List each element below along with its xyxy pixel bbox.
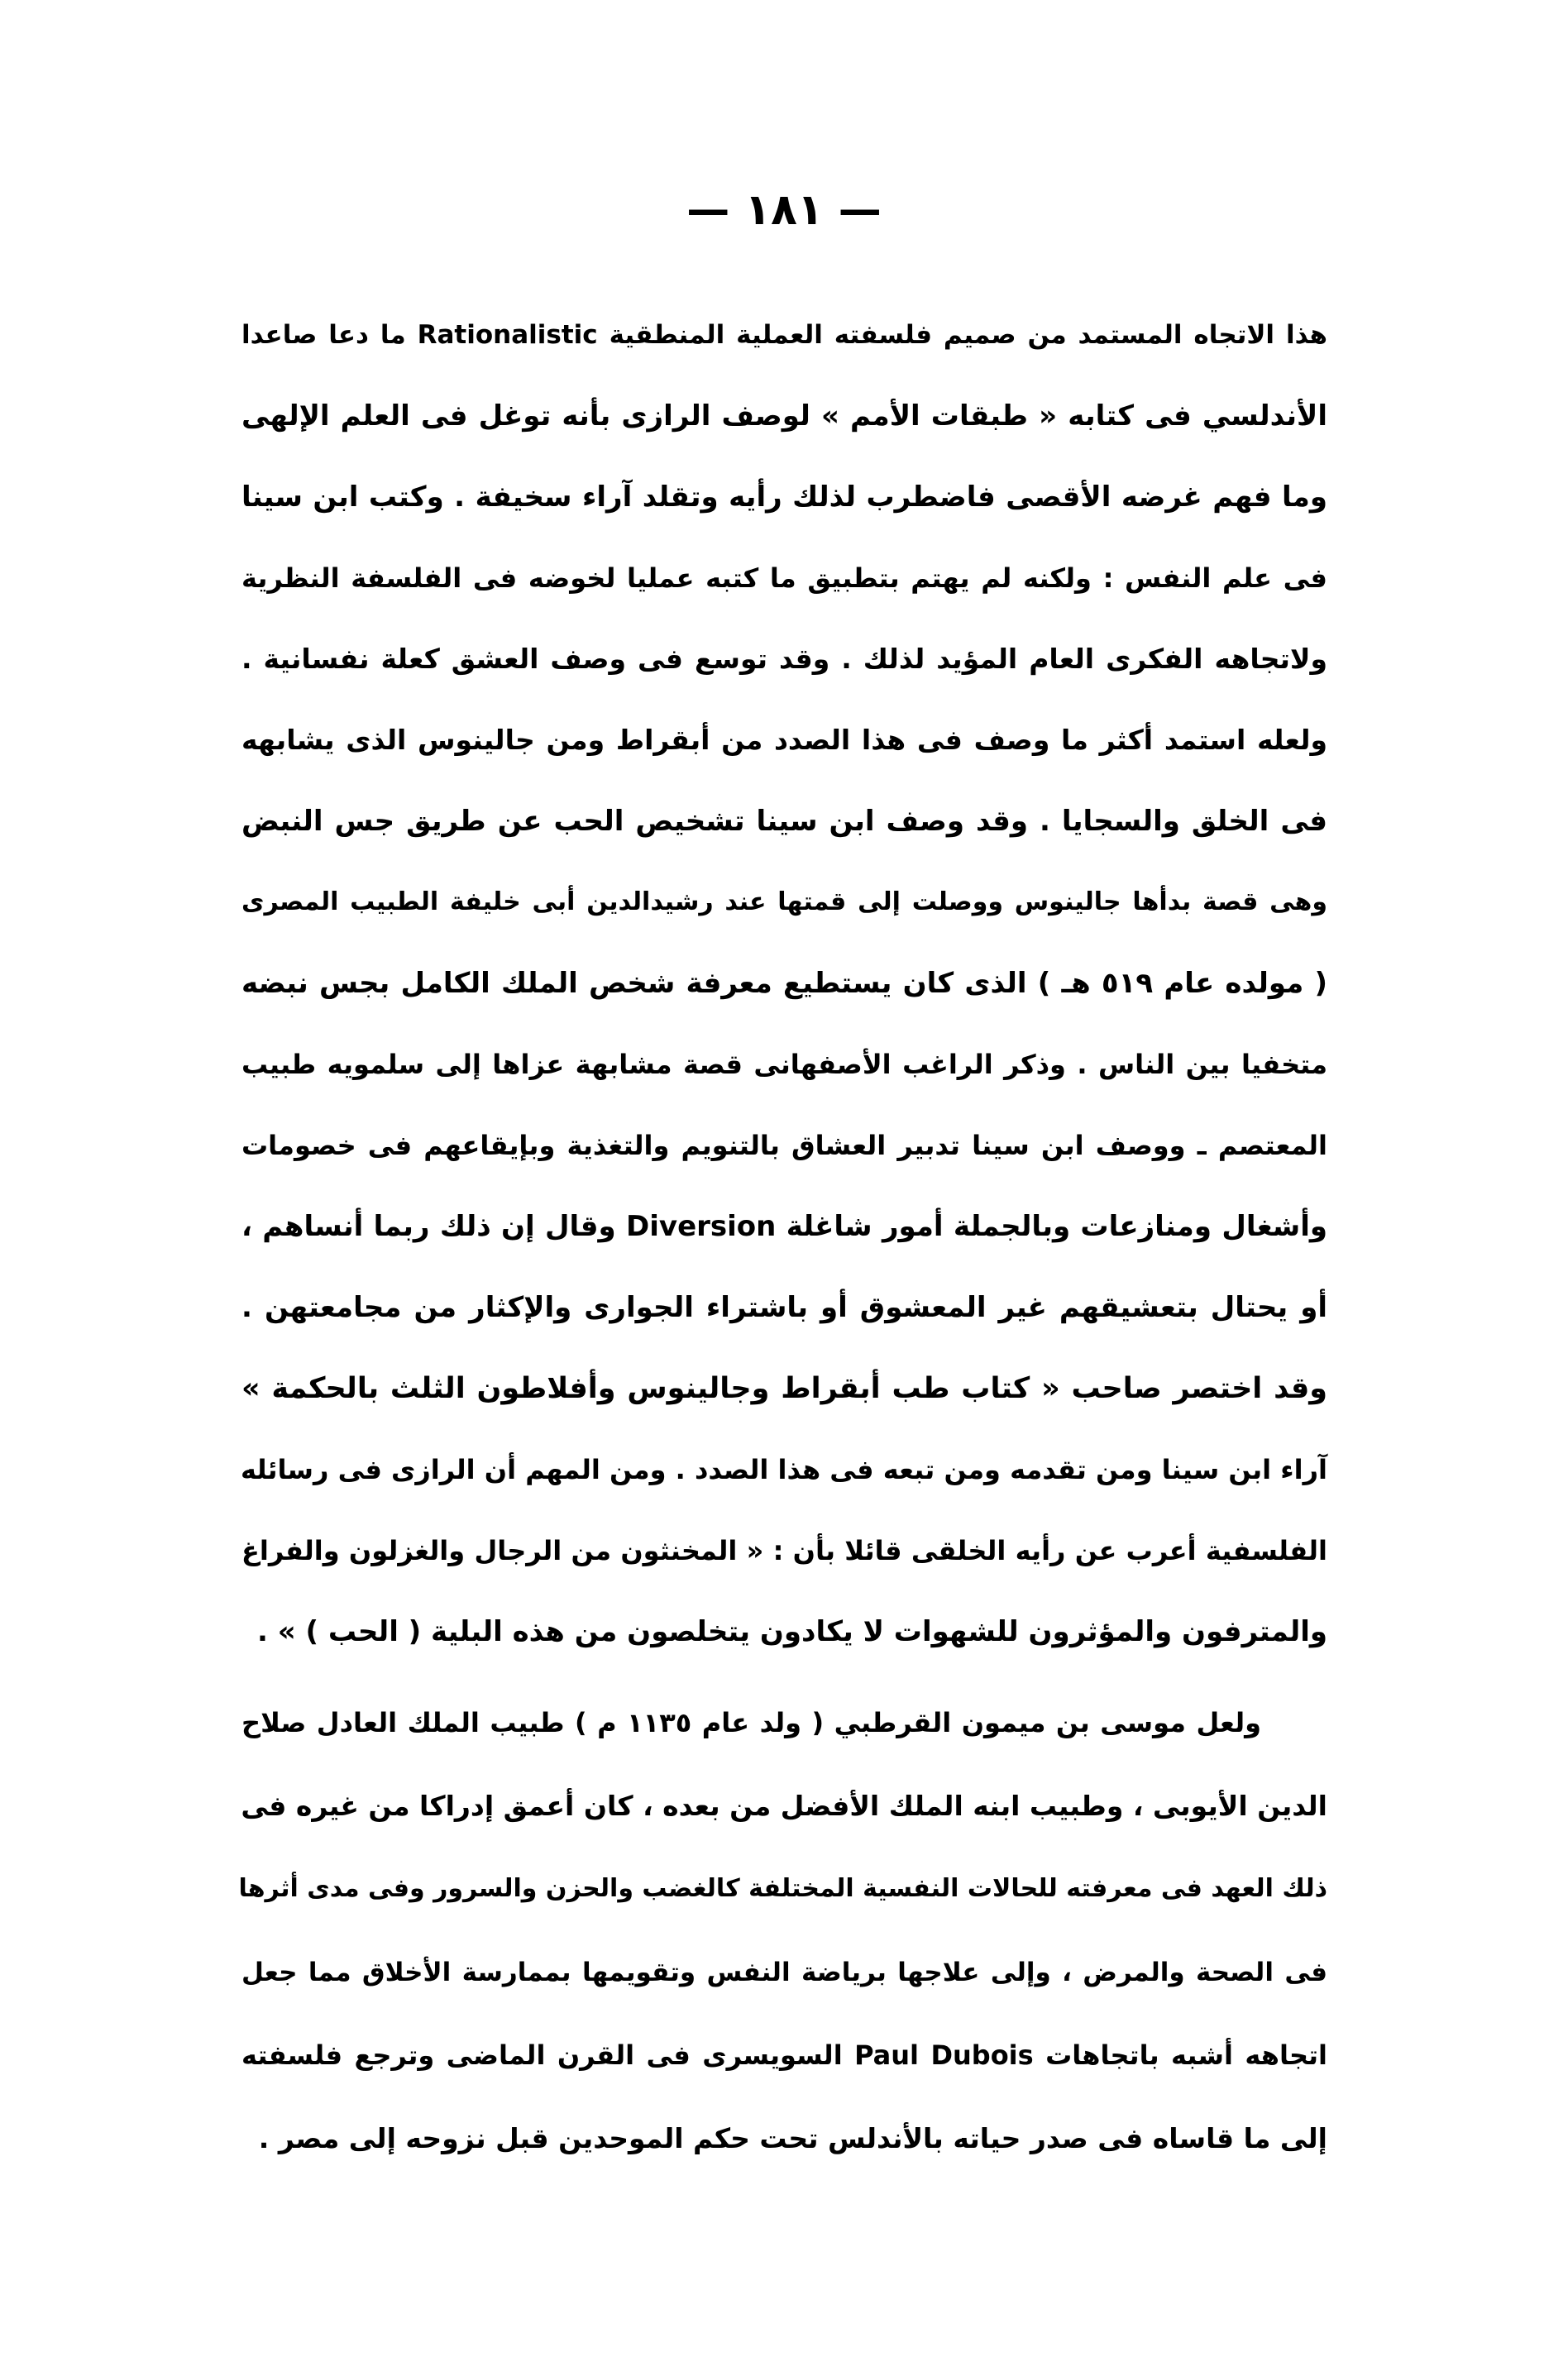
paragraph-1 xyxy=(241,294,1327,1672)
text-line: والمترفون والمؤثرون للشهوات لا يكادون يتخلصون من هذه البلية ( الحب ) » . xyxy=(257,1615,1327,1648)
text-line: وهى قصة بدأها جالينوس ووصلت إلى قمتها عند رشيدالدين أبى خليفة الطبيب المصرى xyxy=(241,887,1327,916)
text-line: فى علم النفس : ولكنه لم يهتم بتطبيق ما كتبه عمليا لخوضه فى الفلسفة النظرية xyxy=(241,562,1327,594)
text-line: هذا الاتجاه المستمد من صميم فلسفته العملية المنطقية Rationalistic ما دعا صاعدا xyxy=(241,320,1327,350)
text-line: أو يحتال بتعشيقهم غير المعشوق أو باشتراء الجوارى والإكثار من مجامعتهن . xyxy=(241,1291,1327,1324)
text-line: الأندلسي فى كتابه « طبقات الأمم » لوصف الرازى بأنه توغل فى العلم الإلهى xyxy=(241,399,1327,433)
text-line: آراء ابن سينا ومن تقدمه ومن تبعه فى هذا الصدد . ومن المهم أن الرازى فى رسائله xyxy=(241,1454,1327,1485)
text-line: فى الخلق والسجايا . وقد وصف ابن سينا تشخيص الحب عن طريق جس النبض xyxy=(241,805,1327,838)
text-line: فى الصحة والمرض ، وإلى علاجها برياضة النفس وتقويمها بممارسة الأخلاق مما جعل xyxy=(241,1957,1327,1987)
text-line: المعتصم ـ ووصف ابن سينا تدبير العشاق بالتنويم والتغذية وبإيقاعهم فى خصومات xyxy=(241,1130,1327,1161)
text-line: وما فهم غرضه الأقصى فاضطرب لذلك رأيه وتقلد آراء سخيفة . وكتب ابن سينا xyxy=(241,481,1327,514)
text-line: إلى ما قاساه فى صدر حياته بالأندلس تحت حكم الموحدين قبل نزوحه إلى مصر . xyxy=(258,2121,1327,2154)
text-line: ذلك العهد فى معرفته للحالات النفسية المختلفة كالغضب والحزن والسرور وفى مدى أثرها xyxy=(238,1874,1327,1904)
paragraph-2 xyxy=(238,1681,1327,2181)
text-line: الدين الأيوبى ، وطبيب ابنه الملك الأفضل من بعده ، كان أعمق إدراكا من غيره فى xyxy=(241,1789,1327,1822)
text-line: وقد اختصر صاحب « كتاب طب أبقراط وجالينوس وأفلاطون الثلث بالحكمة » xyxy=(241,1372,1327,1405)
text-line: الفلسفية أعرب عن رأيه الخلقى قائلا بأن : « المخنثون من الرجال والغزلون والفراغ xyxy=(241,1535,1327,1566)
text-line: ولعل موسى بن ميمون القرطبي ( ولد عام ١١٣٥ م ) طبيب الملك العادل صلاح xyxy=(241,1707,1261,1738)
text-line: وأشغال ومنازعات وبالجملة أمور شاغلة Diversion وقال إن ذلك ربما أنساهم ، xyxy=(241,1210,1327,1243)
page-number: — ١٨١ — xyxy=(686,185,882,235)
text-line: ولاتجاهه الفكرى العام المؤيد لذلك . وقد توسع فى وصف العشق كعلة نفسانية . xyxy=(241,643,1327,675)
text-line: ولعله استمد أكثر ما وصف فى هذا الصدد من أبقراط ومن جالينوس الذى يشابهه xyxy=(241,724,1327,756)
text-line: اتجاهه أشبه باتجاهات Paul Dubois السويسرى فى القرن الماضى وترجع فلسفته xyxy=(241,2039,1327,2072)
text-line: متخفيا بين الناس . وذكر الراغب الأصفهانى قصة مشابهة عزاها إلى سلمويه طبيب xyxy=(241,1049,1327,1080)
text-line: ( مولده عام ٥١٩ هـ ) الذى كان يستطيع معرفة شخص الملك الكامل بجس نبضه xyxy=(241,967,1328,1000)
